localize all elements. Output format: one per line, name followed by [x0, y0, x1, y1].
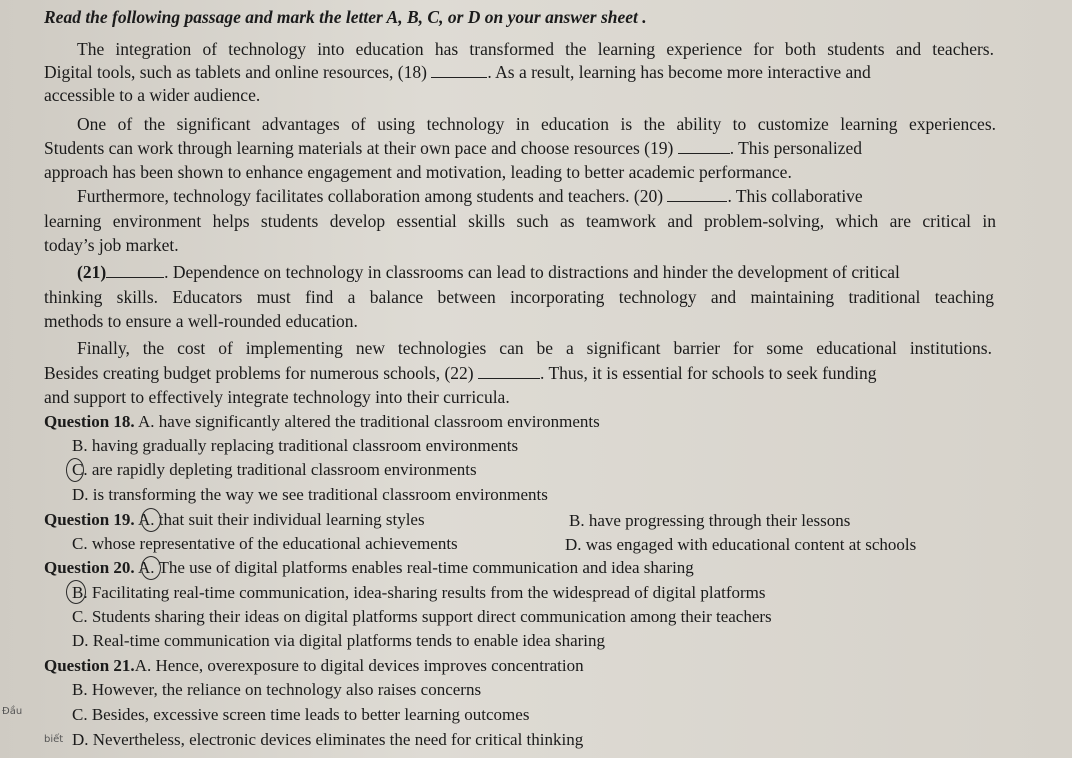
- handwritten-circle-mark: [141, 508, 161, 532]
- option-c[interactable]: C. whose representative of the educational achievements: [72, 534, 458, 553]
- passage-text: Students can work through learning materials at their own pace and choose resources (19): [44, 138, 674, 158]
- passage-line: One of the significant advantages of using technology in education is the ability to customize learning experiences.: [77, 114, 996, 134]
- passage-line: learning environment helps students develop essential skills such as teamwork and problem-solving, which are critical in: [44, 211, 996, 231]
- question-21: [44, 655, 584, 677]
- instruction: Read the following passage and mark the letter A, B, C, or D on your answer sheet .: [44, 7, 647, 27]
- passage-line: methods to ensure a well-rounded education.: [44, 311, 358, 331]
- option-b[interactable]: B. Facilitating real-time communication, idea-sharing results from the widespread of digital platforms: [72, 583, 766, 602]
- option-b[interactable]: B. having gradually replacing traditional classroom environments: [72, 436, 519, 455]
- question-label: Question 19.: [44, 510, 135, 529]
- answer-blank-20: [667, 187, 727, 202]
- handwritten-circle-mark: [66, 580, 86, 604]
- option-a[interactable]: A. Hence, overexposure to digital devices improves concentration: [134, 656, 584, 675]
- passage-line: approach has been shown to enhance engagement and motivation, leading to better academic performance.: [44, 162, 792, 182]
- question-label: Question 20.: [44, 558, 135, 577]
- passage-line: today’s job market.: [44, 235, 179, 255]
- option-c[interactable]: C. Besides, excessive screen time leads to better learning outcomes: [72, 705, 530, 724]
- answer-blank-19: [678, 139, 730, 154]
- answer-blank-21: [106, 263, 164, 278]
- passage-text: Digital tools, such as tablets and online resources, (18): [44, 62, 427, 82]
- passage-text: . This collaborative: [727, 186, 863, 206]
- handwritten-note: biết: [44, 734, 64, 745]
- question-label: Question 18.: [44, 412, 135, 431]
- passage-text: Furthermore, technology facilitates collaboration among students and teachers. (20): [77, 186, 664, 206]
- option-d[interactable]: D. Nevertheless, electronic devices eliminates the need for critical thinking: [72, 730, 584, 749]
- answer-blank-22: [478, 364, 540, 379]
- passage-line: [44, 137, 862, 159]
- handwritten-circle-mark: [66, 458, 84, 482]
- option-c[interactable]: C. are rapidly depleting traditional classroom environments: [72, 460, 477, 479]
- passage-line: [77, 185, 863, 207]
- question-19: [44, 509, 425, 531]
- passage-text: . As a result, learning has become more interactive and: [487, 62, 871, 82]
- passage-line: The integration of technology into education has transformed the learning experience for both students and teachers.: [77, 39, 994, 59]
- option-b[interactable]: B. However, the reliance on technology also raises concerns: [72, 680, 482, 699]
- passage-text: . This personalized: [729, 138, 863, 158]
- passage-line: [44, 61, 999, 83]
- passage-text: . Thus, it is essential for schools to seek funding: [540, 363, 877, 383]
- passage-line: and support to effectively integrate technology into their curricula.: [44, 387, 510, 407]
- option-b[interactable]: B. have progressing through their lessons: [569, 511, 851, 530]
- option-a[interactable]: A. have significantly altered the traditional classroom environments: [138, 412, 600, 431]
- handwritten-note: Đầu: [2, 706, 23, 717]
- option-a[interactable]: A. The use of digital platforms enables real-time communication and idea sharing: [138, 558, 694, 577]
- handwritten-circle-mark: [141, 556, 161, 580]
- option-d[interactable]: D. Real-time communication via digital platforms tends to enable idea sharing: [72, 631, 605, 650]
- option-a[interactable]: A. that suit their individual learning styles: [138, 510, 425, 529]
- question-label: Question 21.: [44, 656, 135, 675]
- option-d[interactable]: D. was engaged with educational content at schools: [565, 535, 917, 554]
- passage-line: accessible to a wider audience.: [44, 85, 261, 105]
- passage-line: Finally, the cost of implementing new technologies can be a significant barrier for some educational institutions.: [77, 338, 992, 358]
- question-18: [44, 411, 600, 433]
- passage-line: [77, 261, 900, 283]
- passage-line: [44, 362, 877, 384]
- passage-text: Besides creating budget problems for numerous schools, (22): [44, 363, 474, 383]
- blank-number: (21): [77, 262, 107, 282]
- passage-text: . Dependence on technology in classrooms can lead to distractions and hinder the development of critical: [164, 262, 900, 282]
- option-c[interactable]: C. Students sharing their ideas on digital platforms support direct communication among their teachers: [72, 607, 772, 626]
- passage-line: thinking skills. Educators must find a balance between incorporating technology and maintaining traditional teaching: [44, 287, 994, 307]
- answer-blank-18: [431, 63, 487, 78]
- option-d[interactable]: D. is transforming the way we see traditional classroom environments: [72, 485, 548, 504]
